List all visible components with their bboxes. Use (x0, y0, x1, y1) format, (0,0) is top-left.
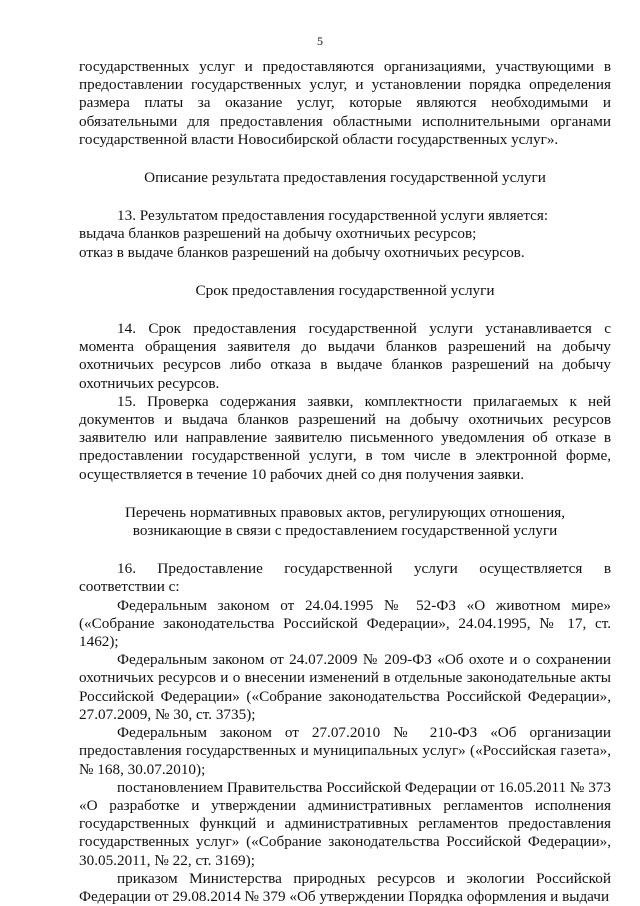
item-13-line-2: отказ в выдаче бланков разрешений на добычу охотничьих ресурсов. (79, 243, 525, 261)
act-government-decree-373: постановлением Правительства Российской Федерации от 16.05.2011 № 373 «О разработке и утверждении административных регламентов исполнения государственных функций и административных регламентов предоставления государственных услуг» («Собрание законодательства Российской Федерации», 30.05.2011, № 22, ст. 3169); (79, 778, 611, 869)
act-federal-law-52: Федеральным законом от 24.04.1995 № 52-ФЗ «О животном мире» («Собрание законодательства Российской Федерации», 24.04.1995, № 17, ст. 1462); (79, 596, 611, 651)
act-federal-law-209: Федеральным законом от 24.07.2009 № 209-ФЗ «Об охоте и о сохранении охотничьих ресурсов и о внесении изменений в отдельные законодательные акты Российской Федерации» («Собрание законодательства Российской Федерации», 27.07.2009, № 30, ст. 3735); (79, 651, 611, 723)
item-16-intro: 16. Предоставление государственной услуги осуществляется в соответствии с: (79, 560, 611, 596)
item-13-line-1: выдача бланков разрешений на добычу охотничьих ресурсов; (79, 225, 477, 243)
document-body (79, 58, 611, 906)
item-13-intro: 13. Результатом предоставления государственной услуги является: (117, 207, 549, 225)
act-federal-law-210: Федеральным законом от 27.07.2010 № 210-ФЗ «Об организации предоставления государственных и муниципальных услуг» («Российская газета», № 168, 30.07.2010); (79, 724, 611, 778)
item-14-paragraph: 14. Срок предоставления государственной услуги устанавливается с момента обращения заявителя до выдачи бланков разрешений на добычу охотничьих ресурсов либо отказа в выдаче бланков разрешений на добычу охотничьих ресурсов. (79, 320, 611, 392)
section-heading-result: Описание результата предоставления государственной услуги (144, 169, 546, 187)
item-15-paragraph: 15. Проверка содержания заявки, комплектности прилагаемых к ней документов и выдача бланков разрешений на добычу охотничьих ресурсов заявителю или направление заявителю письменного уведомления об отказе в предоставлении государственной услуги, в том числе в электронной форме, осуществляется в течение 10 рабочих дней со дня получения заявки. (79, 392, 611, 483)
continuation-paragraph: государственных услуг и предоставляются организациями, участвующими в предоставлении государственных услуг, и установлении порядка определения размера платы за оказание услуг, которые являются необходимыми и обязательными для предоставления областными исполнительными органами государственной власти Новосибирской области государственных услуг». (79, 58, 611, 148)
section-heading-term: Срок предоставления государственной услуги (195, 281, 495, 299)
section-heading-acts: Перечень нормативных правовых актов, регулирующих отношения, возникающие в связи с предоставлением государственной услуги (124, 503, 566, 540)
page-number: 5 (317, 34, 323, 48)
act-ministry-order-379: приказом Министерства природных ресурсов и экологии Российской Федерации от 29.08.2014 № 379 «Об утверждении Порядка оформления и выдачи (79, 869, 611, 905)
